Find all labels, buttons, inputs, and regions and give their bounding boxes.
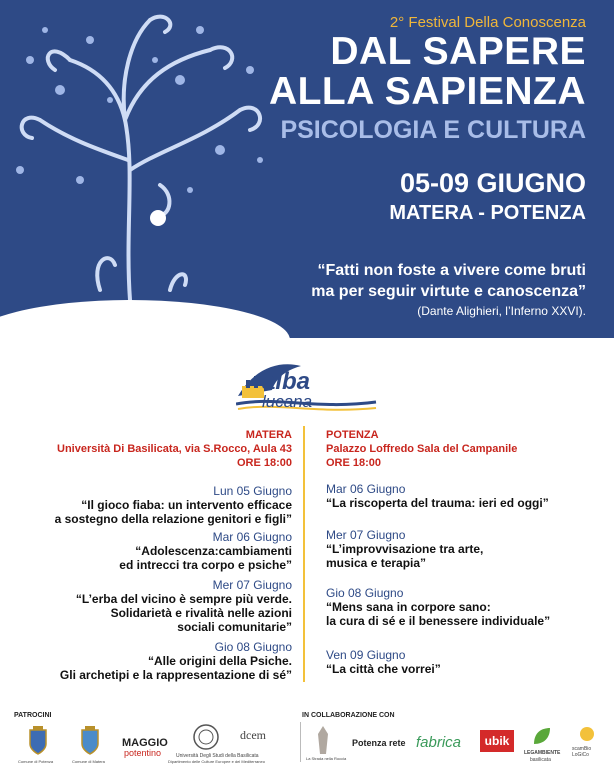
event-date: Gio 08 Giugno (214, 640, 292, 654)
event-title-line: “Alle origini della Psiche. (147, 654, 292, 668)
potenza-event-4 (326, 648, 441, 676)
legambiente-leaf-icon (532, 726, 552, 746)
event-title-line: “L’erba del vicino è sempre più verde. (75, 592, 292, 606)
scambio-label: scamBio LoGiCo (572, 746, 592, 758)
legambiente-label: LEGAMBIENTE (524, 750, 561, 756)
matera-event-3 (76, 578, 292, 634)
tree-illustration (0, 0, 300, 338)
event-title-line: “La riscoperta del trauma: ieri ed oggi” (326, 496, 549, 510)
potenza-time: ORE 18:00 (326, 457, 382, 469)
strada-roccia-icon (316, 726, 330, 754)
strada-roccia-label: La Strada nella Roccia (306, 756, 347, 761)
logo-text-alba: alba (262, 368, 311, 395)
scambio-logo-icon (578, 726, 596, 742)
potenza-event-1 (326, 482, 549, 510)
event-cities: MATERA - POTENZA (389, 202, 586, 224)
matera-event-1 (55, 484, 292, 526)
page-subtitle: PSICOLOGIA E CULTURA (280, 116, 586, 144)
title-line-1: DAL SAPERE (330, 30, 586, 73)
matera-comune-label: Comune di Matera (72, 759, 105, 764)
column-divider (303, 426, 305, 682)
event-title-line: “Il gioco fiaba: un intervento efficace (81, 498, 292, 512)
dante-quote (311, 260, 586, 302)
event-title-line: ed intrecci tra corpo e psiche” (119, 558, 292, 572)
matera-time: ORE 18:00 (236, 457, 292, 469)
festival-label: 2° Festival Della Conoscenza (389, 14, 586, 31)
event-title-line: a sostegno della relazione genitori e figli” (54, 512, 292, 526)
matera-venue: Università Di Basilicata, via S.Rocco, Aula 43 (57, 443, 292, 455)
legambiente-sub: basilicata (530, 757, 551, 763)
potenza-venue: Palazzo Loffredo Sala del Campanile (326, 443, 518, 455)
event-title-line: “L’improvvisazione tra arte, (326, 542, 484, 556)
event-date: Gio 08 Giugno (326, 586, 404, 600)
logo-text-lucana: lucana (262, 392, 313, 411)
collaboration-label: IN COLLABORAZIONE CON (302, 712, 395, 719)
potenza-city: POTENZA (326, 429, 379, 441)
potenza-comune-label: Comune di Potenza (18, 759, 54, 764)
patrocini-label: PATROCINI (14, 712, 52, 719)
event-title-line: la cura di sé e il benessere individuale” (326, 614, 551, 628)
event-title-line: Solidarietà e rivalità nelle azioni (110, 606, 292, 620)
ubik-logo: ubik (480, 730, 514, 752)
quote-line-2: ma per seguir virtute e canoscenza” (311, 283, 586, 300)
unibas-seal-icon (193, 724, 219, 750)
unibas-title: Università Degli Studi della Basilicata (176, 753, 259, 759)
matera-city: MATERA (245, 429, 292, 441)
dcem-logo-text: dcem (240, 728, 266, 742)
event-date: Mer 07 Giugno (212, 578, 292, 592)
fabrica-logo: fabrica (416, 734, 462, 751)
event-title-line: Gli archetipi e la rappresentazione di sé” (59, 668, 292, 682)
event-date: Mer 07 Giugno (326, 528, 406, 542)
quote-line-1: “Fatti non foste a vivere come bruti (317, 262, 586, 279)
matera-column (2, 428, 292, 470)
event-date: Lun 05 Giugno (213, 484, 292, 498)
event-date: Mar 06 Giugno (326, 482, 406, 496)
footer-separator (300, 722, 301, 762)
event-title-line: sociali comunitarie” (177, 620, 292, 634)
matera-event-4 (60, 640, 292, 682)
event-title-line: “Mens sana in corpore sano: (326, 600, 491, 614)
potentino-logo-text: potentino (124, 748, 162, 758)
maggio-logo-text: MAGGIO (122, 737, 168, 749)
event-title-line: “La città che vorrei” (326, 662, 441, 676)
potenza-column (326, 428, 611, 470)
potenza-crest-icon (28, 726, 48, 756)
event-date: Ven 09 Giugno (326, 648, 406, 662)
event-title-line: musica e terapia” (326, 556, 427, 570)
poster-header (0, 0, 614, 338)
event-date: Mar 06 Giugno (212, 530, 292, 544)
title-line-2: ALLA SAPIENZA (268, 70, 586, 113)
potenza-event-3 (326, 586, 550, 628)
matera-event-2 (119, 530, 292, 572)
event-dates: 05-09 GIUGNO (399, 168, 586, 198)
apple-icon (150, 210, 166, 226)
potenza-rete-logo: Potenza rete (352, 738, 406, 748)
quote-source: (Dante Alighieri, l’Inferno XXVI). (417, 304, 586, 318)
matera-crest-icon (80, 726, 100, 756)
page-title (269, 32, 586, 112)
event-title-line: “Adolescenza:cambiamenti (135, 544, 292, 558)
potenza-event-2 (326, 528, 483, 570)
unibas-dept: Dipartimento delle Culture Europee e del Mediterraneo (168, 759, 265, 764)
